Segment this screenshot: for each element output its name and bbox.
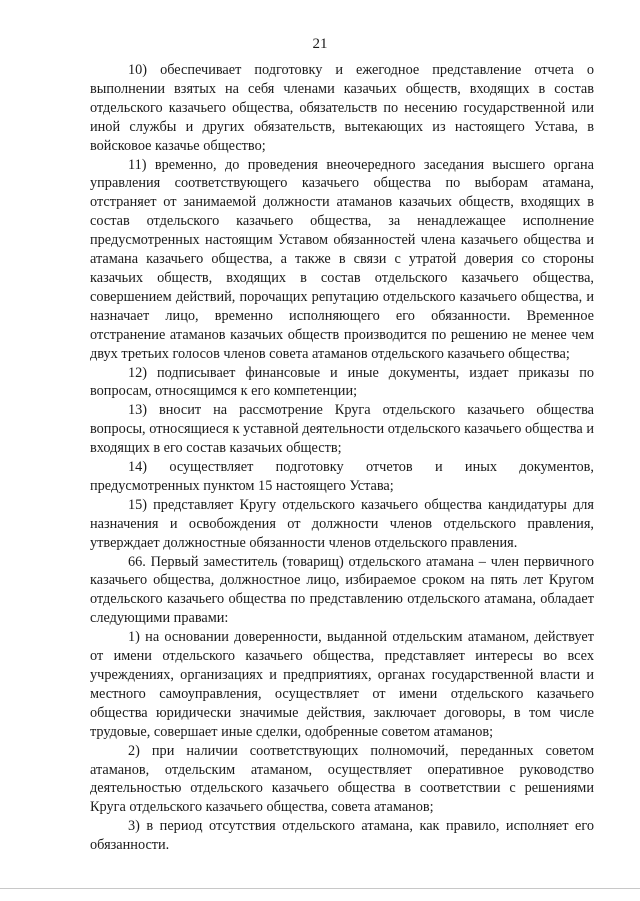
document-body [90, 61, 594, 855]
paragraph-item-14: 14) осуществляет подготовку отчетов и иных документов, предусмотренных пунктом 15 настоящего Устава; [90, 459, 594, 494]
paragraph-item-12: 12) подписывает финансовые и иные документы, издает приказы по вопросам, относящимся к его компетенции; [90, 364, 594, 400]
paragraph-subitem-1: 1) на основании доверенности, выданной отдельским атаманом, действует от имени отдельского казачьего общества, представляет интересы во всех учреждениях, организациях и предприятиях, органах государственной власти и местного самоуправления, осуществляет от имени отдельского казачьего общества юридически значимые действия, заключает договоры, в том числе трудовые, совершает иные сделки, одобренные советом атаманов; [90, 629, 594, 740]
paragraph-subitem-2: 2) при наличии соответствующих полномочий, переданных советом атаманов, отдельским атаманом, осуществляет оперативное руководство деятельностью отдельского казачьего общества в соответствии с решениями Круга отдельского казачьего общества, совета атаманов; [90, 742, 594, 816]
paragraph-item-11: 11) временно, до проведения внеочередного заседания высшего органа управления соответствующего казачьего общества по выборам атамана, отстраняет от занимаемой должности атаманов казачьих обществ, входящих в состав отдельского казачьего общества, за ненадлежащее исполнение предусмотренных настоящим Уставом обязанностей члена казачьего общества и атамана казачьего общества, а также в связи с утратой доверия со стороны казачьих обществ, входящих в состав отдельского казачьего общества, совершением действий, порочащих репутацию отдельского казачьего общества, и назначает лицо, временно исполняющего его обязанности. Временное отстранение атаманов казачьих обществ производится по решению не менее чем двух третьих голосов членов совета атаманов отдельского казачьего общества; [90, 156, 594, 362]
paragraph-item-10: 10) обеспечивает подготовку и ежегодное представление отчета о выполнении взятых на себя членами казачьих обществ, входящих в состав отдельского казачьего общества, обязательств по несению государственной или иной службы и других обязательств, вытекающих из настоящего Устава, в войсковое казачье общество; [90, 62, 594, 154]
paragraph-section-66: 66. Первый заместитель (товарищ) отдельского атамана – член первичного казачьего общества, должностное лицо, избираемое сроком на пять лет Кругом отдельского казачьего общества по представлению отдельского атамана, обладает следующими правами: [90, 553, 594, 627]
paragraph-subitem-3: 3) в период отсутствия отдельского атамана, как правило, исполняет его обязанности. [90, 818, 594, 854]
paragraph-item-13: 13) вносит на рассмотрение Круга отдельского казачьего общества вопросы, относящиеся к уставной деятельности отдельского казачьего общества и входящих в его состав казачьих обществ; [90, 402, 594, 457]
page-number: 21 [312, 36, 328, 52]
paragraph-item-15: 15) представляет Кругу отдельского казачьего общества кандидатуры для назначения и освобождения от должности членов отдельского правления, утверждает должностные обязанности членов отдельского правления. [90, 496, 594, 551]
page-bottom-edge [0, 888, 640, 889]
